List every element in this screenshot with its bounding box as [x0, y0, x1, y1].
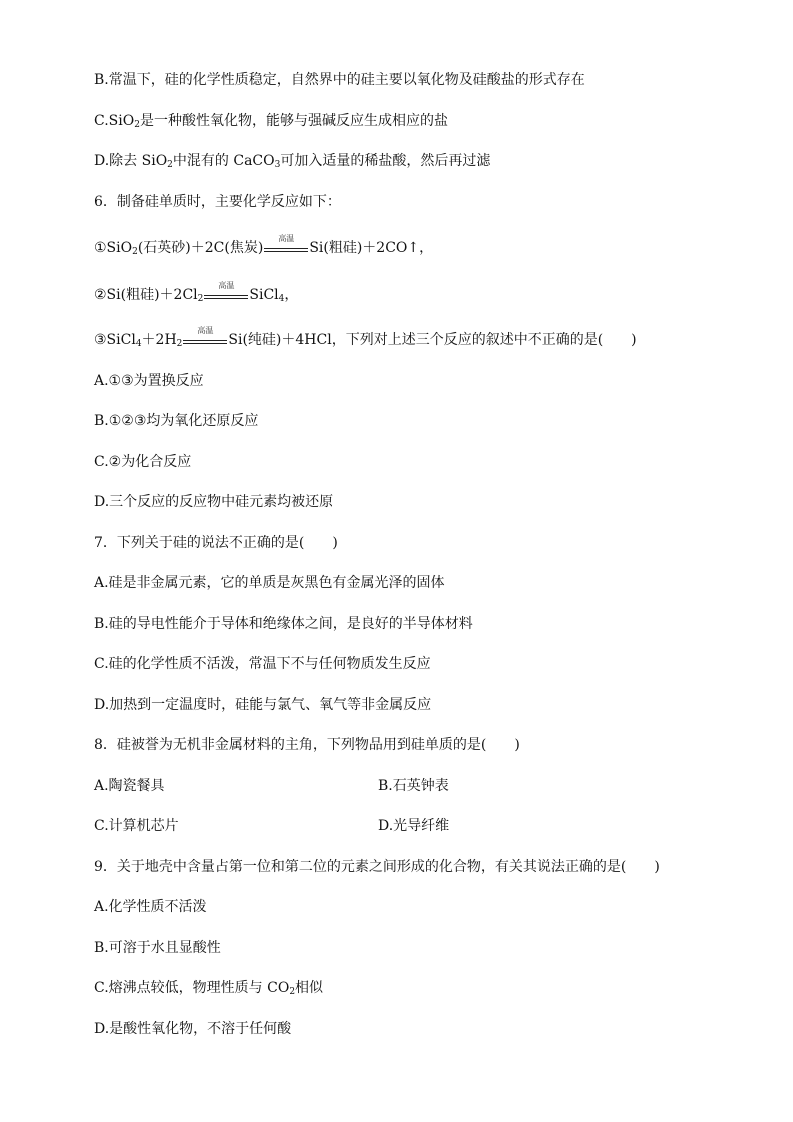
q6-reaction-1: ①SiO$_2$(石英砂)＋2C(焦炭) 高温 Si(粗硅)＋2CO↑，	[94, 234, 434, 257]
q9-option-d: D.是酸性氧化物，不溶于任何酸	[94, 1021, 292, 1037]
q5-option-b: B.常温下，硅的化学性质稳定，自然界中的硅主要以氧化物及硅酸盐的形式存在	[94, 72, 585, 88]
q7-option-d: D.加热到一定温度时，硅能与氯气、氧气等非金属反应	[94, 697, 432, 713]
q7-option-b: B.硅的导电性能介于导体和绝缘体之间，是良好的半导体材料	[94, 616, 473, 632]
q9-stem: 9．关于地壳中含量占第一位和第二位的元素之间形成的化合物，有关其说法正确的是( )	[94, 859, 660, 875]
q6-option-c: C.②为化合反应	[94, 454, 192, 470]
q8-options-row-2	[94, 816, 694, 836]
q5-option-c: C.SiO$_2$是一种酸性氧化物，能够与强碱反应生成相应的盐	[94, 113, 448, 130]
q6-reaction-2: ②Si(粗硅)$+2Cl_2$ 高温 SiCl$_4$，	[94, 281, 299, 304]
q6-option-d: D.三个反应的反应物中硅元素均被还原	[94, 494, 334, 510]
reaction-arrow: 高温	[264, 241, 308, 255]
q8-options-row-1	[94, 776, 694, 796]
q6-option-b: B.①②③均为氧化还原反应	[94, 413, 259, 429]
q7-option-c: C.硅的化学性质不活泼，常温下不与任何物质发生反应	[94, 656, 431, 672]
q9-option-c: C.熔沸点较低，物理性质与 $CO_2$相似	[94, 980, 324, 997]
reaction-arrow: 高温	[183, 333, 227, 347]
q9-option-a: A.化学性质不活泼	[94, 899, 207, 915]
q7-stem: 7．下列关于硅的说法不正确的是( )	[94, 535, 338, 551]
q8-option-c: C.计算机芯片	[94, 818, 179, 834]
q8-option-d: D.光导纤维	[378, 818, 450, 834]
q6-option-a: A.①③为置换反应	[94, 373, 204, 389]
q5-option-d: D.除去 SiO$_2$中混有的 CaCO$_3$可加入适量的稀盐酸，然后再过滤	[94, 153, 491, 170]
q6-stem: 6．制备硅单质时，主要化学反应如下：	[94, 194, 341, 210]
q8-option-b: B.石英钟表	[378, 778, 449, 794]
q7-option-a: A.硅是非金属元素，它的单质是灰黑色有金属光泽的固体	[94, 575, 445, 591]
q6-reaction-3: $③SiCl_4+2H_2$ 高温 Si(纯硅)＋4HCl，下列对上述三个反应的叙述中不正确的是( )	[94, 326, 637, 349]
q9-option-b: B.可溶于水且显酸性	[94, 940, 221, 956]
q8-stem: 8．硅被誉为无机非金属材料的主角，下列物品用到硅单质的是( )	[94, 737, 520, 753]
q8-option-a: A.陶瓷餐具	[94, 778, 165, 794]
reaction-arrow: 高温	[204, 288, 248, 302]
